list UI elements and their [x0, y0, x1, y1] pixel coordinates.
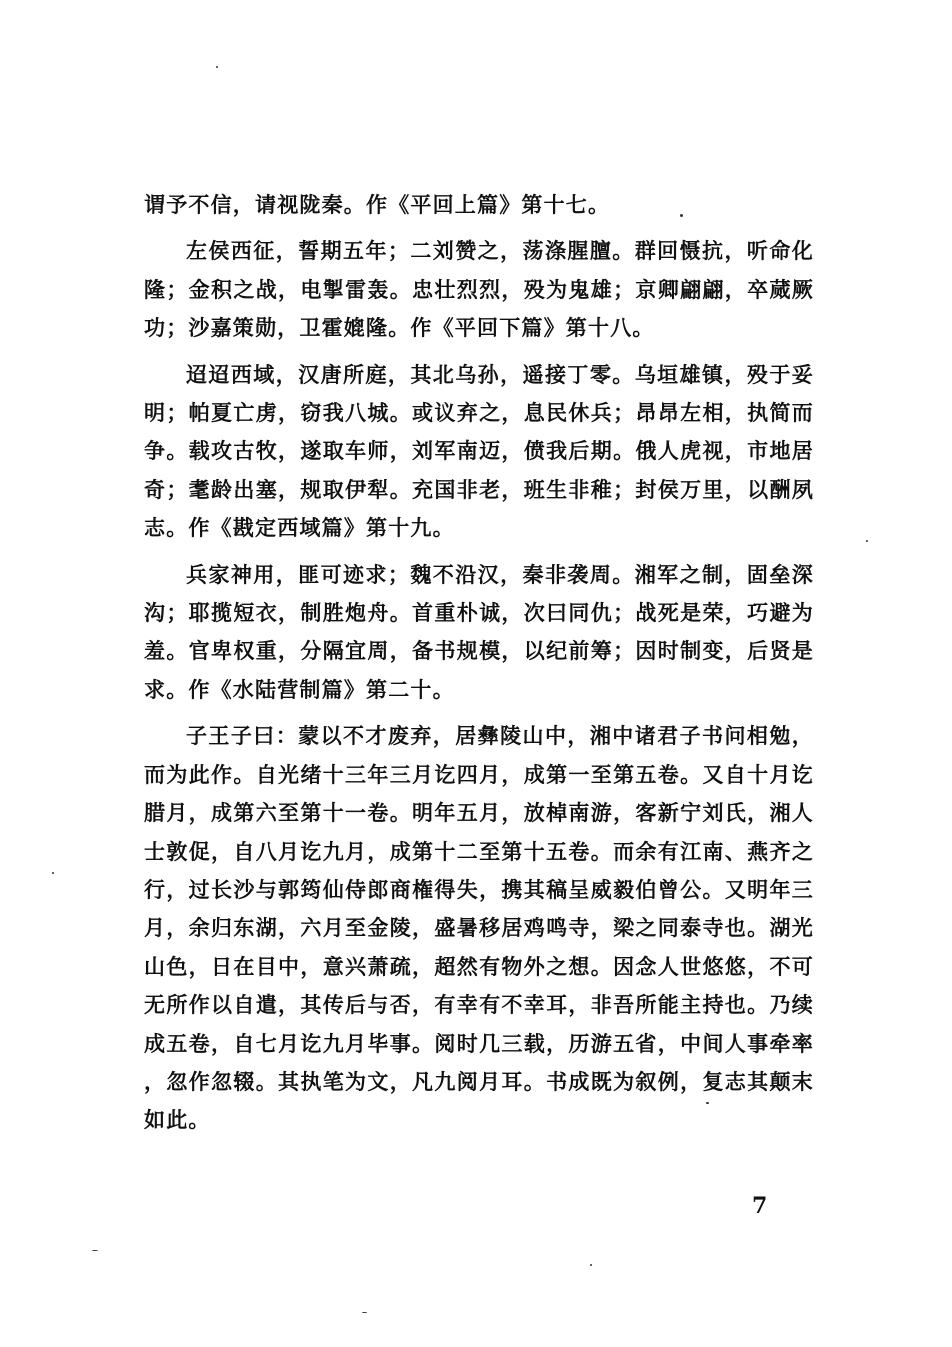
- scan-speck: [92, 1250, 98, 1251]
- body-text: [144, 186, 814, 1140]
- page-number: 7: [752, 1193, 768, 1219]
- paragraph-5: 子王子曰：蒙以不才废弃，居彝陵山中，湘中诸君子书问相勉，而为此作。自光绪十三年三月讫四月，成第一至第五卷。又自十月讫腊月，成第六至第十一卷。明年五月，放棹南游，客新宁刘氏，湘人士敦促，自八月讫九月，成第十二至第十五卷。而余有江南、燕齐之行，过长沙与郭筠仙侍郎商権得失，携其稿呈威毅伯曾公。又明年三月，余归东湖，六月至金陵，盛暑移居鸡鸣寺，梁之同泰寺也。湖光山色，日在目中，意兴萧疏，超然有物外之想。因念人世悠悠，不可无所作以自遣，其传后与否，有幸有不幸耳，非吾所能主持也。乃续成五卷，自七月讫九月毕事。阅时几三载，历游五省，中间人事牵率，忽作忽辍。其执笔为文，凡九阅月耳。书成既为叙例，复志其颠末如此。: [144, 723, 814, 1133]
- paragraph-3: 迢迢西域，汉唐所庭，其北乌孙，遥接丁零。乌垣雄镇，殁于妥明；帕夏亡虏，窃我八城。或议弃之，息民休兵；昂昂左相，执简而争。载攻古牧，遂取车师，刘军南迈，偾我后期。俄人虎视，市地居奇；耄龄出塞，规取伊犁。充国非老，班生非稚；封侯万里，以酬夙志。作《戡定西域篇》第十九。: [144, 361, 814, 541]
- scan-speck: [52, 872, 54, 874]
- paragraph-2: 左侯西征，誓期五年；二刘赞之，荡涤腥膻。群回慑抗，听命化隆；金积之战，电掣雷轰。忠壮烈烈，殁为鬼雄；京卿翩翩，卒蒇厥功；沙嘉策勋，卫霍媲隆。作《平回下篇》第十八。: [144, 238, 814, 341]
- scan-speck: [706, 1102, 709, 1104]
- scan-speck: [680, 214, 683, 217]
- paragraph-4: 兵家神用，匪可迹求；魏不沿汉，秦非袭周。湘军之制，固垒深沟；耶揽短衣，制胜炮舟。首重朴诚，次曰同仇；战死是荣，巧避为羞。官卑权重，分隔宜周，备书规模，以纪前筹；因时制变，后贤是求。作《水陆营制篇》第二十。: [144, 561, 814, 702]
- scan-speck: [866, 540, 868, 542]
- scan-speck: [362, 1312, 367, 1313]
- paragraph-1: 谓予不信，请视陇秦。作《平回上篇》第十七。: [144, 192, 611, 217]
- scan-speck: [216, 66, 218, 68]
- scan-speck: [590, 1264, 592, 1266]
